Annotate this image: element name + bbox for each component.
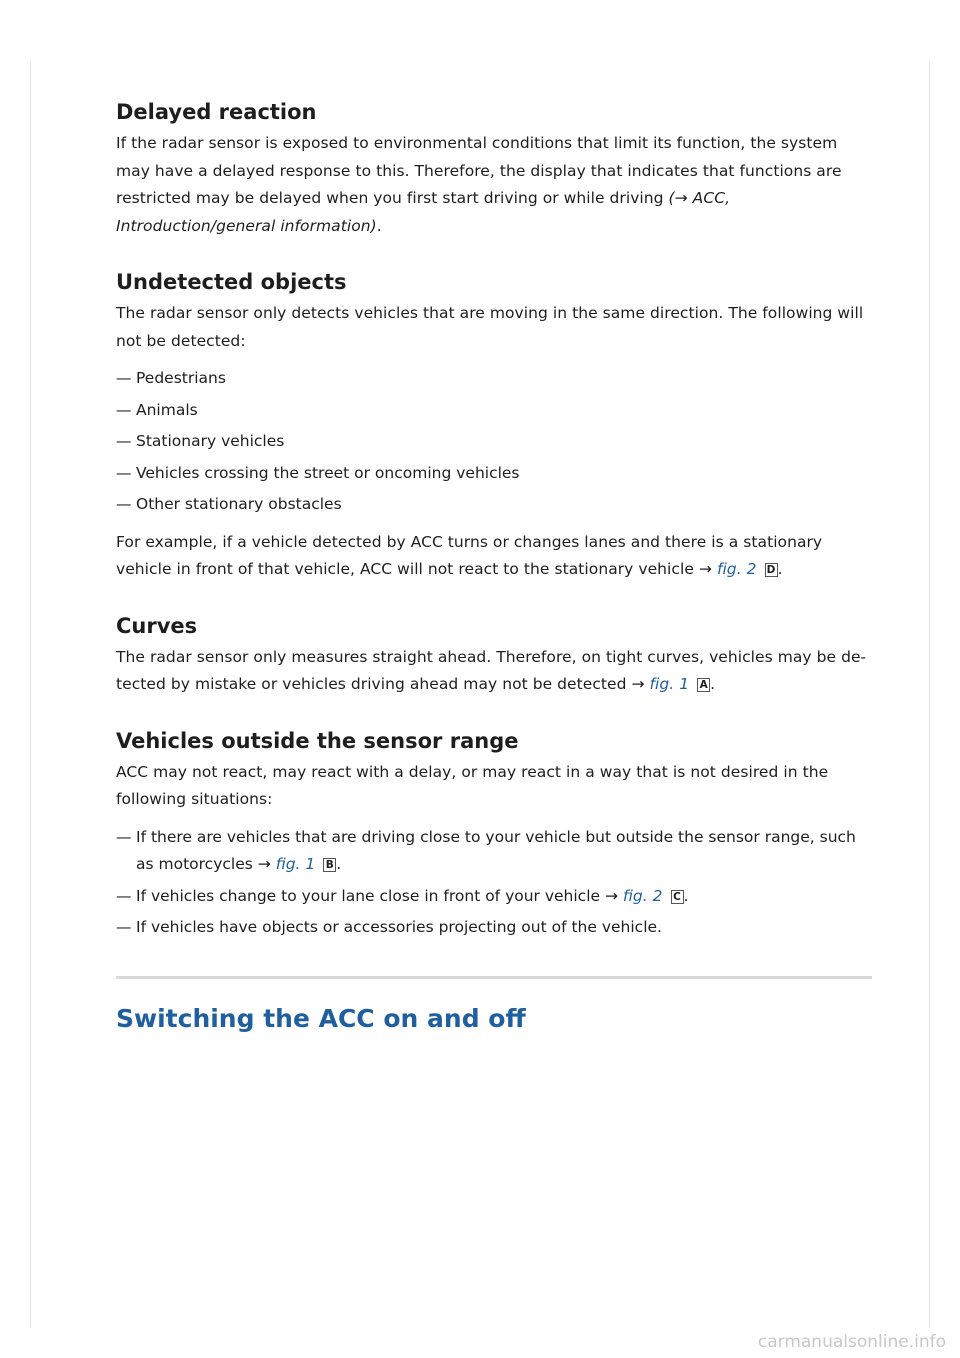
list-item: — If vehicles change to your lane close in front of your vehicle → fig. 2 C . — [116, 883, 872, 911]
list-item: — Pedestrians — [116, 365, 872, 393]
arrow-right-icon: → — [631, 675, 645, 693]
left-margin-line — [30, 62, 31, 1328]
section-paragraph: The radar sensor only detects vehicles that are moving in the same direction. The following will not be detected: — [116, 304, 864, 350]
figure-label-badge: B — [323, 858, 336, 872]
list-item: — Animals — [116, 397, 872, 425]
figure-link[interactable]: fig. 1 — [275, 855, 316, 873]
list-item: — Other stationary obstacles — [116, 491, 872, 519]
figure-link[interactable]: fig. 1 — [649, 675, 690, 693]
arrow-right-icon: → — [257, 855, 271, 873]
section-title: Undetected objects — [116, 270, 347, 294]
section-paragraph: ACC may not react, may react with a delay, or may react in a way that is not desired in the following situations: — [116, 762, 829, 808]
list-item: — If vehicles have objects or accessories projecting out of the vehicle. — [116, 914, 872, 942]
list-item: — If there are vehicles that are driving close to your vehicle but outside the sensor range, such as motorcycles → fig. 1 B . — [116, 824, 872, 879]
arrow-right-icon: → — [604, 886, 618, 905]
section-title: Curves — [116, 613, 198, 638]
section-paragraph: For example, if a vehicle detected by ACC turns or changes lanes and there is a stationary vehicle in front of that vehicle, ACC will not react to the stationary vehicle → fig. 2 D . — [116, 532, 823, 578]
section-vehicles-outside-range — [116, 727, 872, 942]
page-content — [116, 98, 872, 1035]
right-margin-line — [929, 62, 930, 1328]
section-curves — [116, 612, 872, 699]
section-paragraph: If the radar sensor is exposed to environmental conditions that limit its function, the system may have a delayed response to this. Therefore, the display that indicates that functions are restricted may be delayed when you first start driving or while driving (→ ACC, Introduction/general information). — [116, 134, 842, 235]
figure-label-badge: C — [671, 890, 684, 904]
section-title: Vehicles outside the sensor range — [116, 728, 519, 753]
figure-link[interactable]: fig. 2 — [716, 560, 757, 578]
arrow-right-icon: → — [674, 189, 688, 207]
section-title: Delayed reaction — [116, 100, 317, 124]
cross-reference[interactable]: (→ ACC, Introduction/general information) — [116, 189, 731, 235]
figure-label-badge: A — [697, 678, 710, 692]
section-paragraph: The radar sensor only measures straight ahead. Therefore, on tight curves, vehicles may be detected by mistake or vehicles driving ahead may not be detected → fig. 1 A . — [116, 647, 867, 693]
figure-label-badge: D — [765, 563, 778, 577]
situations-list — [116, 824, 872, 942]
list-item: — Stationary vehicles — [116, 428, 872, 456]
undetected-list — [116, 365, 872, 519]
figure-link[interactable]: fig. 2 — [622, 886, 663, 905]
arrow-right-icon: → — [698, 560, 712, 578]
next-section-heading: Switching the ACC on and off — [116, 1003, 526, 1033]
section-undetected-objects — [116, 268, 872, 584]
section-delayed-reaction — [116, 98, 872, 240]
list-item: — Vehicles crossing the street or oncoming vehicles — [116, 460, 872, 488]
watermark: carmanualsonline.info — [757, 1332, 946, 1352]
section-divider — [116, 976, 872, 979]
